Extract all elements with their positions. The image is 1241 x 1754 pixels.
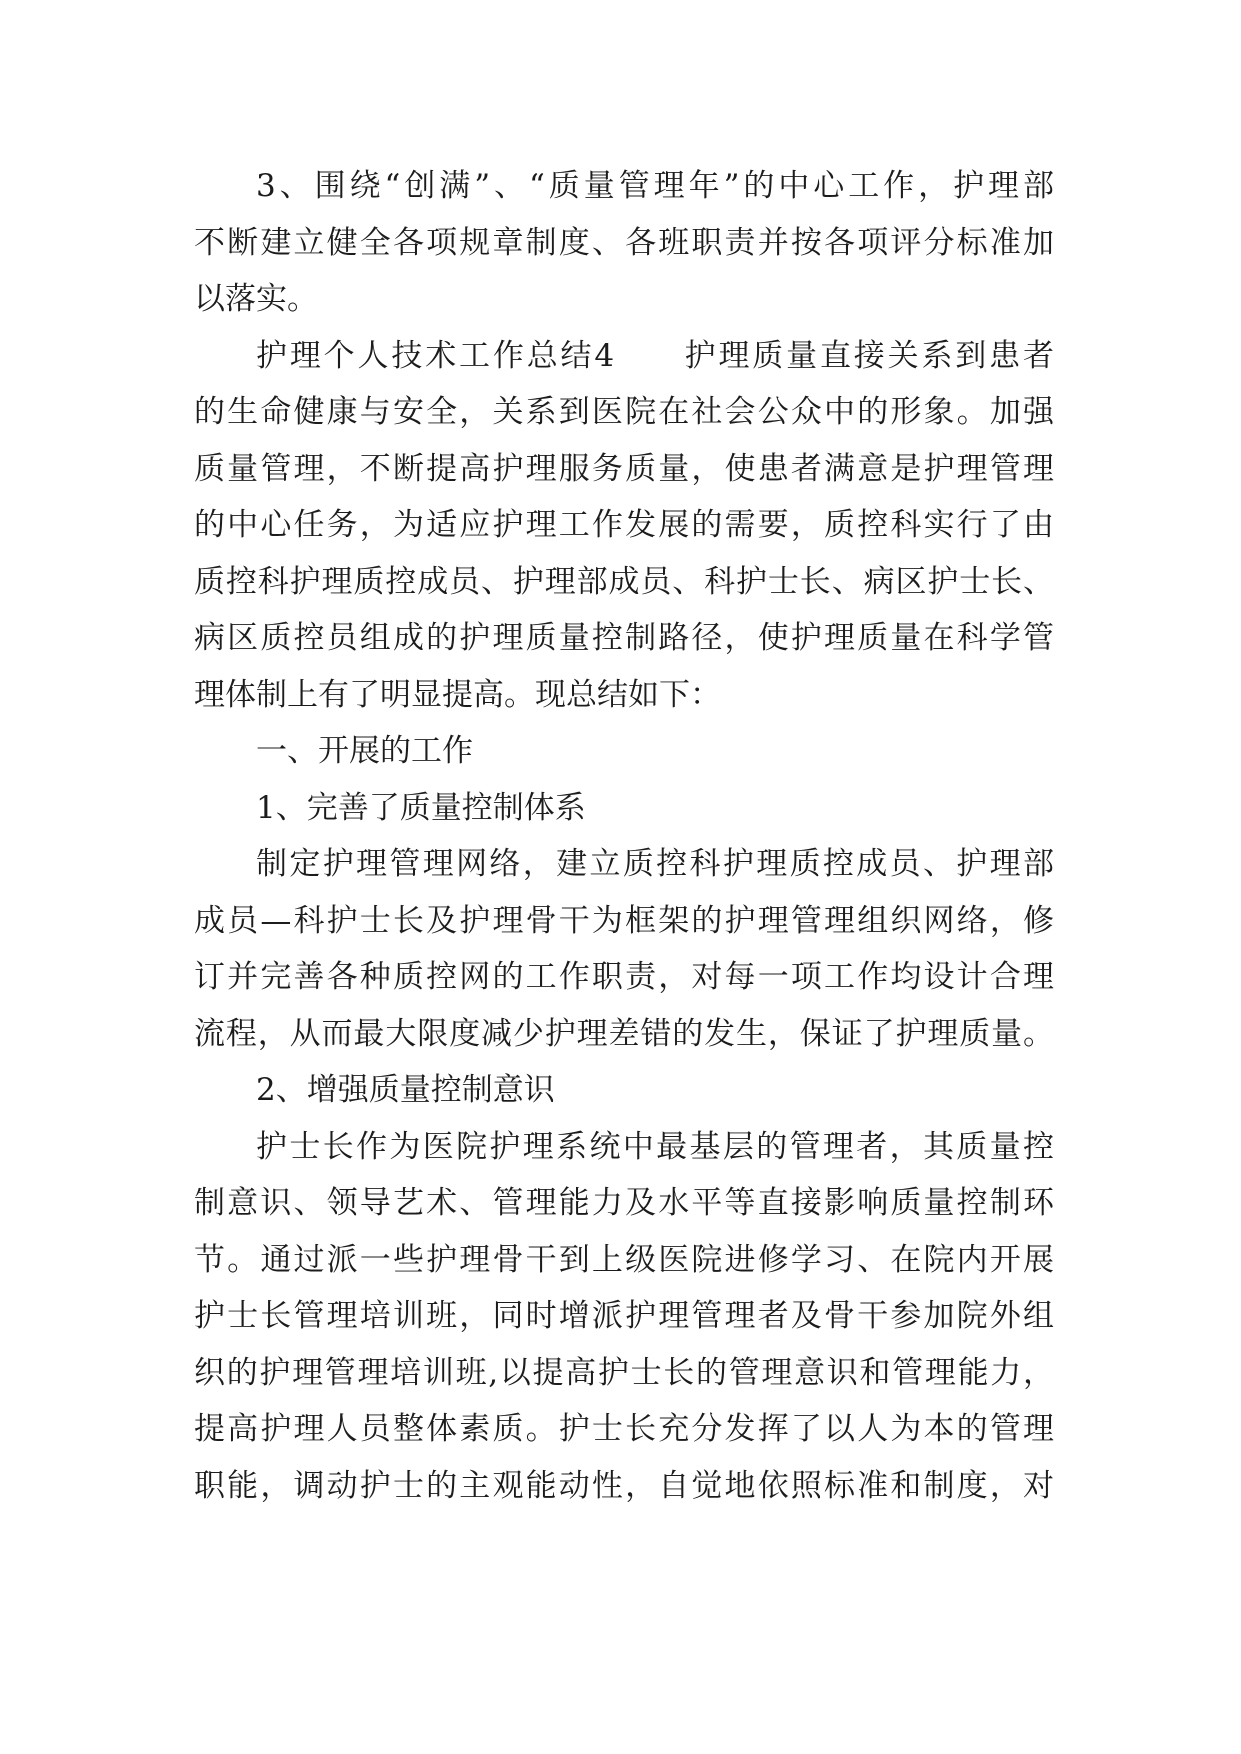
paragraph-line: 织的护理管理培训班,以提高护士长的管理意识和管理能力，	[194, 1355, 1054, 1391]
paragraph-line: 理体制上有了明显提高。现总结如下：	[194, 677, 721, 713]
paragraph-line: 的生命健康与安全，关系到医院在社会公众中的形象。加强	[194, 394, 1054, 430]
paragraph-line: 订并完善各种质控网的工作职责，对每一项工作均设计合理	[194, 959, 1054, 995]
paragraph-line: 流程，从而最大限度减少护理差错的发生，保证了护理质量。	[194, 1016, 1054, 1052]
paragraph-line: 以落实。	[194, 281, 318, 317]
paragraph-line: 节。通过派一些护理骨干到上级医院进修学习、在院内开展	[194, 1242, 1054, 1278]
subsection-heading: 1、完善了质量控制体系	[256, 790, 586, 826]
section-heading: 一、开展的工作	[256, 733, 473, 769]
paragraph-line: 的中心任务，为适应护理工作发展的需要，质控科实行了由	[194, 507, 1054, 543]
paragraph-line: 护士长作为医院护理系统中最基层的管理者，其质量控	[256, 1129, 1054, 1165]
paragraph-line: 质量管理，不断提高护理服务质量，使患者满意是护理管理	[194, 451, 1054, 487]
paragraph-line: 提高护理人员整体素质。护士长充分发挥了以人为本的管理	[194, 1411, 1054, 1447]
paragraph-line: 3、围绕“创满”、“质量管理年”的中心工作，护理部	[256, 168, 1054, 204]
paragraph-line: 不断建立健全各项规章制度、各班职责并按各项评分标准加	[194, 225, 1054, 261]
paragraph-line: 制定护理管理网络，建立质控科护理质控成员、护理部	[256, 846, 1054, 882]
paragraph-line: 护士长管理培训班，同时增派护理管理者及骨干参加院外组	[194, 1298, 1054, 1334]
paragraph-line: 制意识、领导艺术、管理能力及水平等直接影响质量控制环	[194, 1185, 1054, 1221]
paragraph-line: 质控科护理质控成员、护理部成员、科护士长、病区护士长、	[194, 564, 1054, 600]
paragraph-line: 病区质控员组成的护理质量控制路径，使护理质量在科学管	[194, 620, 1054, 656]
paragraph-line: 护理个人技术工作总结4 护理质量直接关系到患者	[256, 338, 1054, 374]
subsection-heading: 2、增强质量控制意识	[256, 1072, 555, 1108]
paragraph-line: 成员—科护士长及护理骨干为框架的护理管理组织网络，修	[194, 903, 1054, 939]
paragraph-line: 职能，调动护士的主观能动性，自觉地依照标准和制度，对	[194, 1468, 1054, 1504]
